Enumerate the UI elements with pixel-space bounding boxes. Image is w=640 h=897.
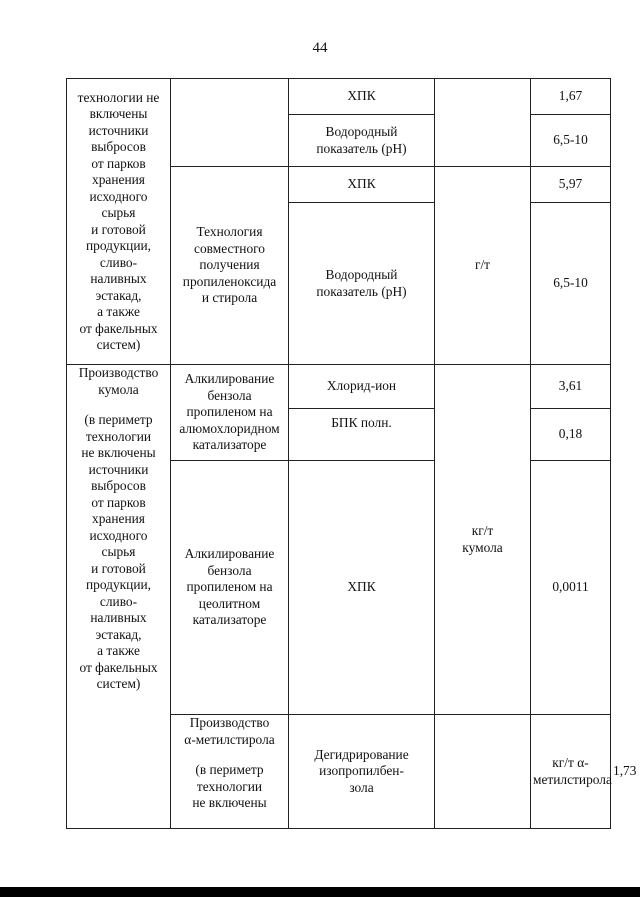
text-line: Производство <box>189 715 270 730</box>
group-cell <box>67 365 171 829</box>
text-line: эстакад, <box>95 287 142 303</box>
text-line: хранения <box>92 172 145 187</box>
page-number: 44 <box>312 40 328 56</box>
text-line: кг/т α- <box>552 755 589 770</box>
unit-cell: г/т <box>435 167 531 365</box>
text-line: сырья <box>101 205 136 220</box>
text-line: показатель (рН) <box>316 140 407 156</box>
text-line: метилстирола <box>533 771 612 787</box>
text-line: бензола <box>207 562 252 578</box>
value-cell: 6,5-10 <box>531 203 611 365</box>
text-line: от парков <box>91 155 146 171</box>
indicator-cell <box>289 115 435 167</box>
value-cell: 0,18 <box>531 409 611 461</box>
text-line: хранения <box>92 511 145 526</box>
unit-cell-empty <box>435 79 531 167</box>
tech-cell <box>289 715 435 829</box>
text-line: выбросов <box>91 139 146 154</box>
text-line: продукции, <box>85 577 152 592</box>
value-cell: 1,67 <box>531 79 611 115</box>
indicator-cell: БПК полн. <box>289 409 435 461</box>
text-line: Водородный <box>325 124 398 139</box>
text-line: алюмохлоридном <box>179 420 280 436</box>
text-line: технологии не <box>77 89 160 105</box>
text-line: пропиленоксида <box>182 273 277 289</box>
text-line: катализаторе <box>192 612 267 628</box>
text-line: кумола <box>462 539 503 555</box>
text-line: сырья <box>101 544 136 559</box>
text-line: цеолитном <box>198 595 261 611</box>
text-line: Технология <box>196 224 263 240</box>
text-line: не включены <box>81 445 156 460</box>
text-line: технологии <box>85 428 152 444</box>
text-line: и стирола <box>201 290 258 306</box>
text-line: Алкилирование <box>184 371 275 387</box>
indicator-cell-empty <box>435 715 531 829</box>
tech-cell <box>171 167 289 365</box>
indicator-cell: ХПК <box>289 79 435 115</box>
text-line: сливо- <box>99 254 138 270</box>
scan-edge-bar <box>0 887 640 897</box>
text-line: включены <box>89 106 148 121</box>
text-line: систем) <box>96 337 141 352</box>
text-line: получения <box>199 257 260 273</box>
text-line: Дегидрирование <box>314 746 409 762</box>
text-line: не включены <box>192 795 267 810</box>
indicator-cell: ХПК <box>289 461 435 715</box>
unit-cell <box>531 715 611 829</box>
text-line: кумола <box>98 381 139 397</box>
text-line: показатель (рН) <box>316 283 407 299</box>
text-line: Водородный <box>325 267 398 282</box>
text-line: а также <box>97 643 140 658</box>
text-line: систем) <box>96 676 141 691</box>
group-cell-continued <box>67 79 171 365</box>
text-line: наливных <box>90 271 147 286</box>
value-cell: 3,61 <box>531 365 611 409</box>
text-line: выбросов <box>91 478 146 493</box>
text-line: эстакад, <box>95 626 142 642</box>
tech-cell <box>171 365 289 461</box>
text-line: источники <box>88 461 149 477</box>
group-cell <box>171 715 289 829</box>
text-line: кг/т <box>471 523 494 538</box>
text-line: и готовой <box>91 221 146 237</box>
unit-cell <box>435 365 531 715</box>
text-line: (в периметр <box>195 762 264 777</box>
text-line: исходного <box>89 527 148 543</box>
text-line: технологии <box>196 778 263 794</box>
text-line: Алкилирование <box>184 546 275 562</box>
text-line: бензола <box>207 387 252 403</box>
text-line: источники <box>88 122 149 138</box>
text-line: (в периметр <box>84 412 153 427</box>
value-cell: 5,97 <box>531 167 611 203</box>
tech-cell-empty <box>171 79 289 167</box>
indicator-cell <box>289 203 435 365</box>
text-line: и готовой <box>91 560 146 576</box>
text-line: продукции, <box>85 238 152 253</box>
text-line: пропиленом на <box>186 579 273 595</box>
text-line: изопропилбен- <box>319 763 404 779</box>
tech-cell <box>171 461 289 715</box>
text-line: Производство <box>78 365 159 380</box>
data-table: технологии не включены источники выбросов от парков хранения исходного сырья и готовой продукции, сливо- наливных эстакад, а также от факельных систем) ХПК 1,67 Водородный показатель (рН) 6,5-10 Технология совместного получения пропиленоксида и стирола ХПК г/т 5,97 Водородный показатель (рН) 6,5-10 Производство кумола (в периметр технологии не включены источники выбросов от парков хранения исходного сырья и готовой продукции, сливо- наливных эстакад, а также от факельных систем) Алкилирование бензола пропиленом на алюмохлоридном катализаторе Хлорид-ион кг/т кумола 3,61 БПК полн. 0,18 Алкилирование бензола пропиленом на цеолитном катализаторе ХПК 0,0011 Производство α-метилстирола (в периметр технологии не включены Дегидрирование изопропилбен- зола кг/т α- метилстирола 1,73 <box>66 78 611 829</box>
indicator-cell: ХПК <box>289 167 435 203</box>
text-line: от факельных <box>79 320 158 336</box>
text-line: исходного <box>89 188 148 204</box>
text-line: наливных <box>90 610 147 625</box>
value-cell: 0,0011 <box>531 461 611 715</box>
text-line: а также <box>97 304 140 319</box>
text-line: катализаторе <box>192 437 267 453</box>
text-line: пропиленом на <box>186 404 273 420</box>
value-cell: 6,5-10 <box>531 115 611 167</box>
indicator-cell: Хлорид-ион <box>289 365 435 409</box>
text-line: совместного <box>194 240 265 256</box>
text-line: α-метилстирола <box>184 731 275 747</box>
text-line: сливо- <box>99 593 138 609</box>
text-line: от факельных <box>79 659 158 675</box>
text-line: зола <box>349 779 374 795</box>
text-line: от парков <box>91 494 146 510</box>
